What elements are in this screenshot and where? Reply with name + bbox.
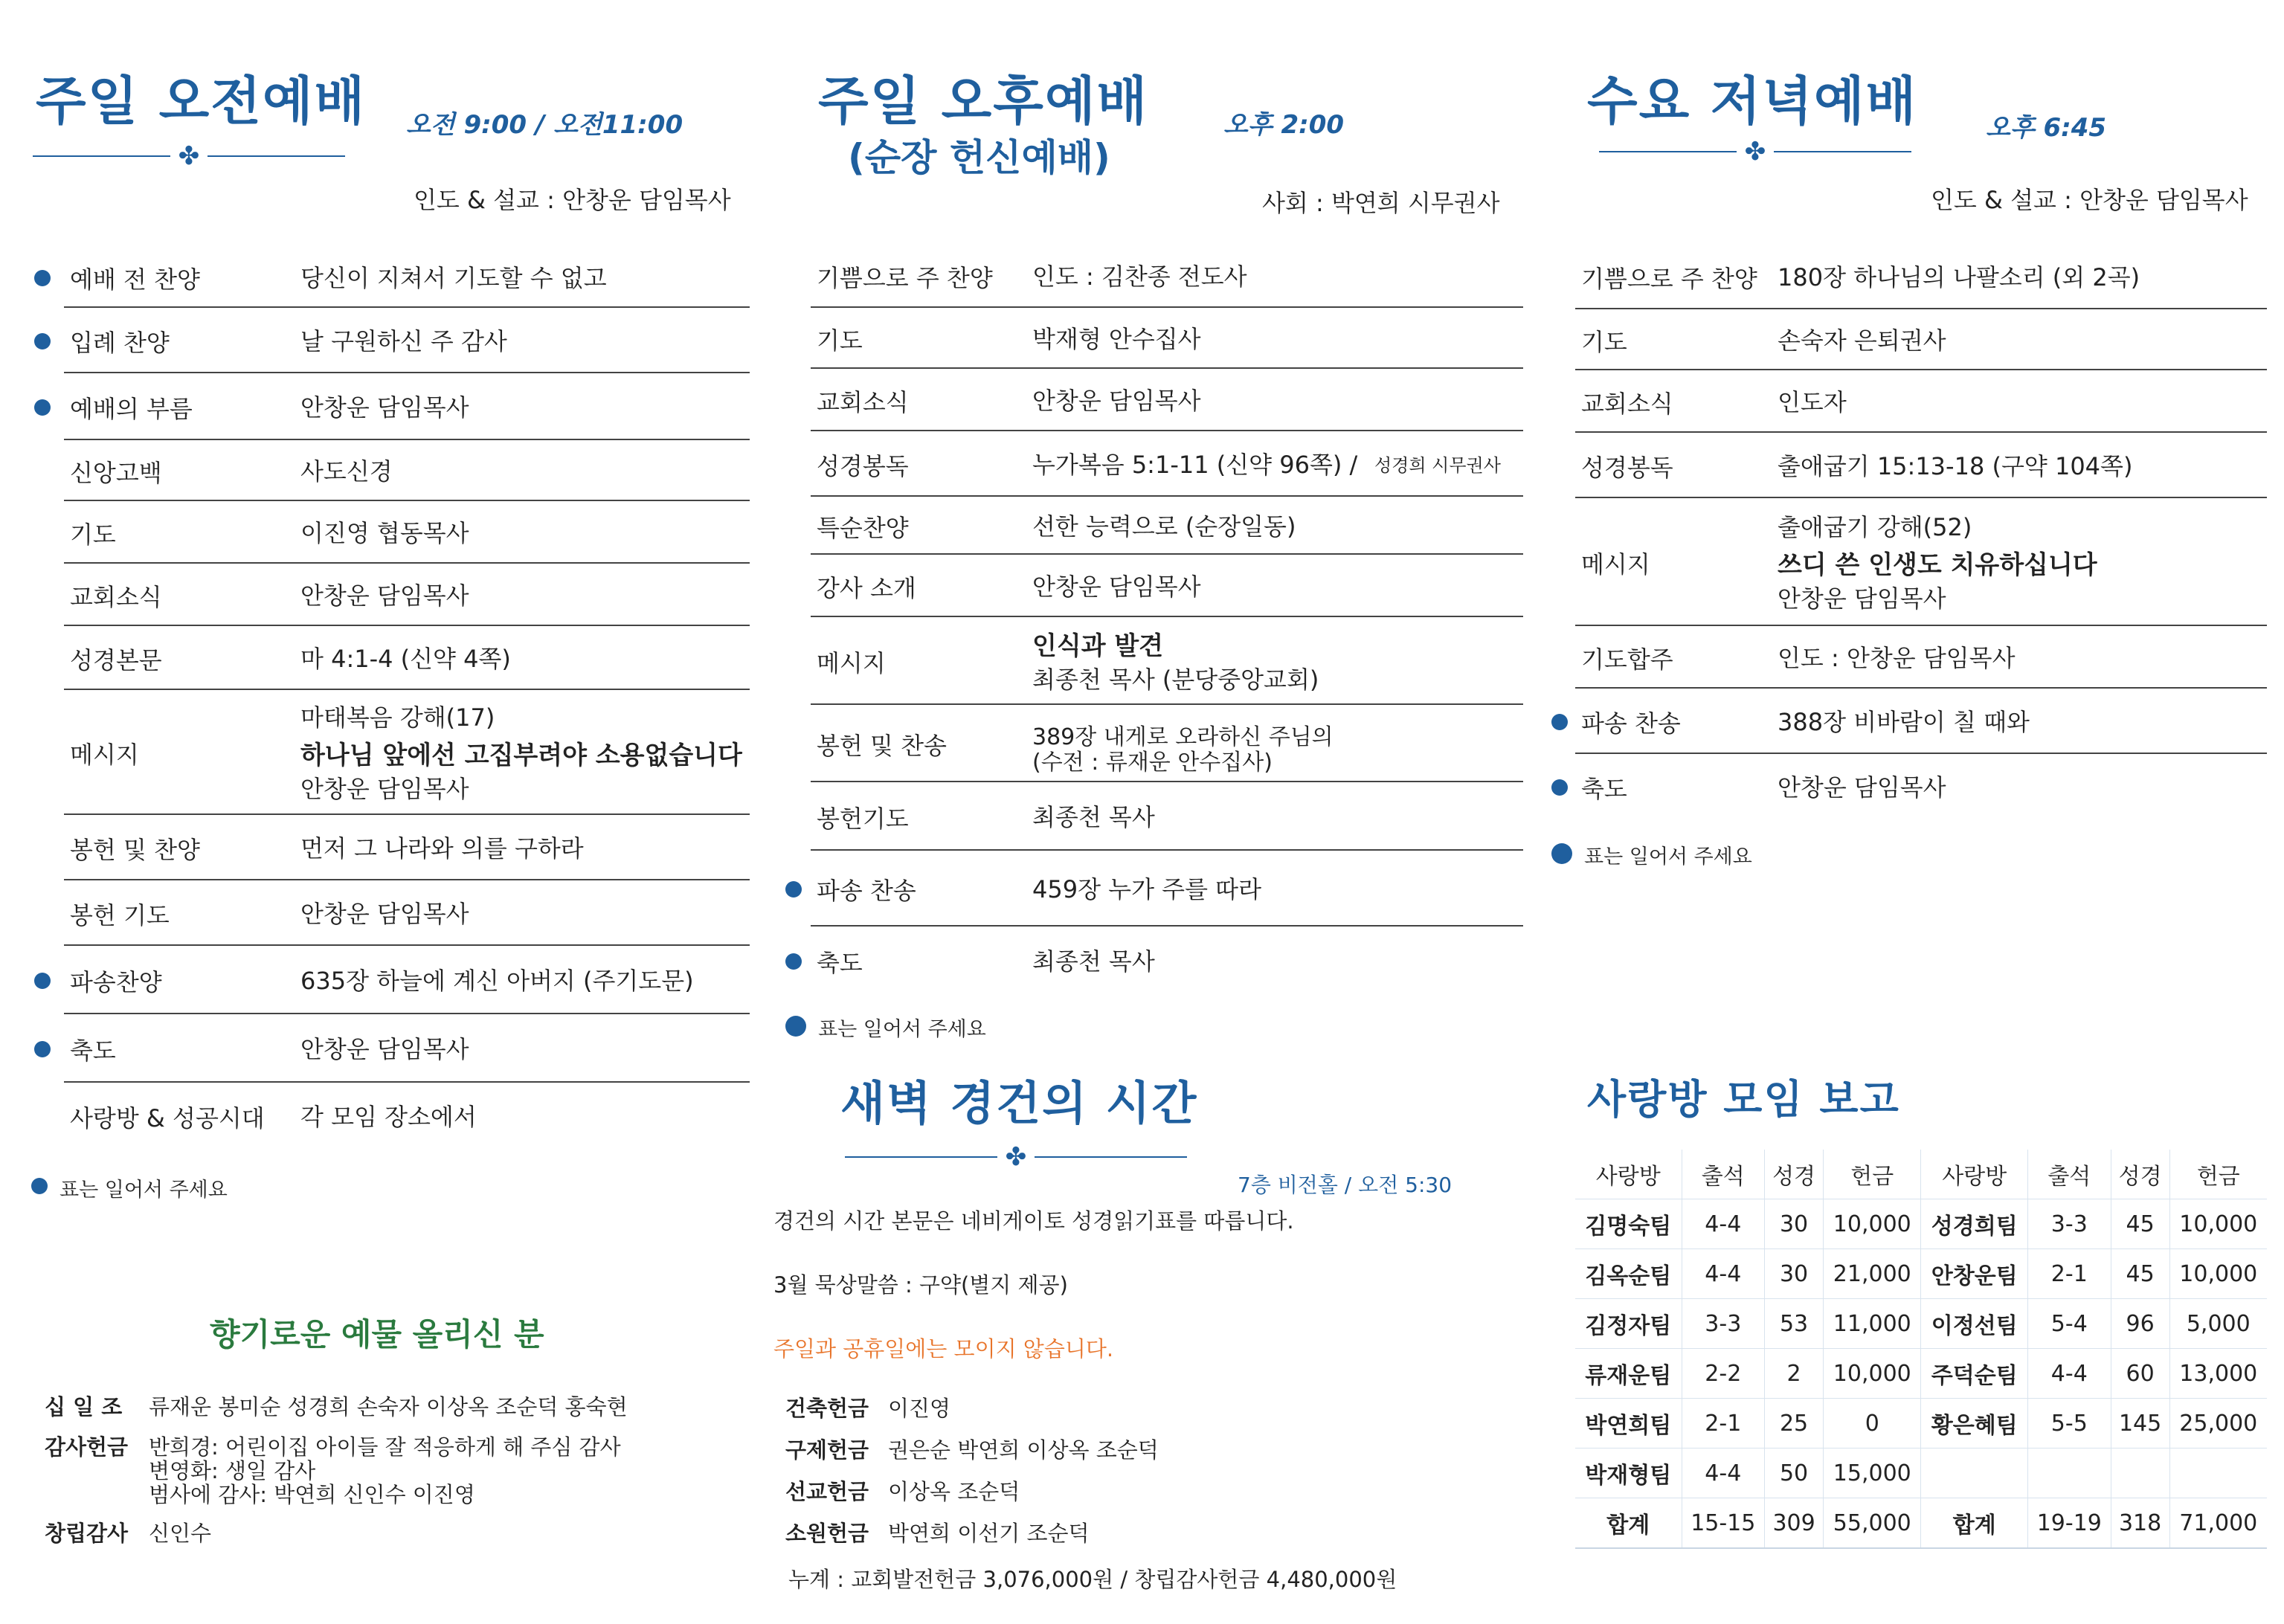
special-building-value: 이진영 bbox=[888, 1396, 951, 1421]
offering-tithe-value: 류재운 봉미순 성경희 손숙자 이상옥 조순덕 홍숙현 bbox=[149, 1394, 628, 1420]
report-cell: 4-4 bbox=[1682, 1199, 1765, 1249]
order-label: 강사 소개 bbox=[817, 574, 916, 602]
order-row bbox=[811, 849, 1523, 927]
order-value: 안창운 담임목사 bbox=[300, 393, 469, 422]
order-label: 메시지 bbox=[70, 741, 139, 769]
order-value: 각 모임 장소에서 bbox=[300, 1103, 477, 1131]
special-wish-value: 박연희 이선기 조순덕 bbox=[888, 1521, 1090, 1546]
order-row bbox=[1575, 369, 2267, 433]
report-title: 사랑방 모임 보고 bbox=[1587, 1076, 1900, 1123]
table-row bbox=[1575, 1449, 2267, 1498]
order-value: 인도 : 안창운 담임목사 bbox=[1778, 644, 2016, 672]
order-label: 축도 bbox=[1581, 775, 1627, 803]
morning-title: 주일 오전예배 bbox=[36, 71, 367, 132]
report-cell: 45 bbox=[2111, 1249, 2169, 1299]
report-cell: 19-19 bbox=[2028, 1498, 2111, 1549]
order-value: 안창운 담임목사 bbox=[300, 581, 469, 610]
report-cell: 15,000 bbox=[1824, 1449, 1921, 1498]
dawn-title: 새벽 경건의 시간 bbox=[840, 1076, 1198, 1130]
dawn-line-2: 3월 묵상말씀 : 구약(별지 제공) bbox=[773, 1272, 1068, 1298]
order-row bbox=[64, 944, 750, 1014]
order-value: 하나님 앞에선 고집부려야 소용없습니다 bbox=[300, 741, 742, 770]
report-header-cell: 사랑방 bbox=[1575, 1150, 1682, 1199]
order-label: 예배의 부름 bbox=[70, 395, 193, 423]
report-cell: 30 bbox=[1765, 1249, 1824, 1299]
afternoon-leader: 사회 : 박연희 시무권사 bbox=[1262, 189, 1500, 217]
dot-icon bbox=[31, 1178, 48, 1194]
order-label: 기도합주 bbox=[1581, 645, 1673, 674]
report-cell: 11,000 bbox=[1824, 1299, 1921, 1349]
order-value: 박재형 안수집사 bbox=[1032, 325, 1201, 353]
order-value: 손숙자 은퇴권사 bbox=[1778, 326, 1946, 355]
order-label: 성경봉독 bbox=[817, 452, 909, 480]
order-value: 날 구원하신 주 감사 bbox=[300, 327, 507, 355]
dot-icon bbox=[785, 881, 802, 898]
order-value: 459장 누가 주를 따라 bbox=[1032, 875, 1261, 903]
afternoon-time: 오후 2:00 bbox=[1223, 110, 1345, 140]
special-mission-label: 선교헌금 bbox=[785, 1479, 869, 1504]
order-value: 출애굽기 강해(52) bbox=[1778, 513, 1972, 541]
report-cell: 5-4 bbox=[2028, 1299, 2111, 1349]
report-cell: 0 bbox=[1824, 1399, 1921, 1449]
report-cell: 3-3 bbox=[2028, 1199, 2111, 1249]
order-value: 최종천 목사 (분당중앙교회) bbox=[1032, 666, 1319, 694]
order-row bbox=[1575, 308, 2267, 370]
report-cell: 류재운팀 bbox=[1575, 1349, 1682, 1399]
order-label: 신앙고백 bbox=[70, 459, 162, 487]
table-row bbox=[1575, 1498, 2267, 1549]
order-value: 인도자 bbox=[1778, 388, 1847, 416]
clover-icon: ✤ bbox=[1744, 137, 1766, 167]
table-row bbox=[1575, 1399, 2267, 1449]
special-building-label: 건축헌금 bbox=[785, 1396, 869, 1421]
report-cell: 2-2 bbox=[1682, 1349, 1765, 1399]
order-value: 출애굽기 15:13-18 (구약 104쪽) bbox=[1778, 452, 2133, 480]
wednesday-title: 수요 저녁예배 bbox=[1587, 71, 1918, 132]
order-value-small: 성경희 시무권사 bbox=[1374, 455, 1501, 476]
offering-thanks-value: 반희경: 어린이집 아이들 잘 적응하게 해 주심 감사 bbox=[149, 1434, 621, 1460]
report-cell: 박연희팀 bbox=[1575, 1399, 1682, 1449]
clover-icon: ✤ bbox=[1005, 1142, 1027, 1172]
afternoon-title: 주일 오후예배 bbox=[818, 71, 1149, 132]
order-label: 기쁨으로 주 찬양 bbox=[817, 264, 993, 292]
table-row bbox=[1575, 1299, 2267, 1349]
report-cell: 4-4 bbox=[2028, 1349, 2111, 1399]
order-value: 인도 : 김찬종 전도사 bbox=[1032, 262, 1247, 291]
order-value: 당신이 지쳐서 기도할 수 없고 bbox=[300, 264, 607, 292]
dot-icon bbox=[1551, 714, 1568, 730]
dot-icon bbox=[785, 1016, 806, 1037]
order-label: 파송찬양 bbox=[70, 968, 162, 996]
order-row bbox=[811, 553, 1523, 617]
report-cell: 4-4 bbox=[1682, 1449, 1765, 1498]
offering-tithe-label: 십 일 조 bbox=[45, 1394, 123, 1420]
report-cell bbox=[2169, 1449, 2267, 1498]
report-cell: 50 bbox=[1765, 1449, 1824, 1498]
order-row bbox=[64, 245, 750, 308]
report-header-cell: 헌금 bbox=[1824, 1150, 1921, 1199]
order-value: 안창운 담임목사 bbox=[300, 900, 469, 928]
order-value: 누가복음 5:1-11 (신약 96쪽) / bbox=[1032, 451, 1358, 479]
order-value: 마태복음 강해(17) bbox=[300, 703, 495, 732]
report-cell bbox=[1921, 1449, 2028, 1498]
offering-thanks-label: 감사헌금 bbox=[45, 1434, 129, 1460]
report-cell: 4-4 bbox=[1682, 1249, 1765, 1299]
report-cell: 김명숙팀 bbox=[1575, 1199, 1682, 1249]
report-header-cell: 출석 bbox=[1682, 1150, 1765, 1199]
order-label: 기쁨으로 주 찬양 bbox=[1581, 265, 1757, 293]
report-cell: 주덕순팀 bbox=[1921, 1349, 2028, 1399]
order-label: 기도 bbox=[1581, 328, 1627, 356]
report-cell: 합계 bbox=[1575, 1498, 1682, 1549]
dawn-ornament bbox=[845, 1142, 1187, 1172]
report-header-cell: 성경 bbox=[1765, 1150, 1824, 1199]
order-value: 쓰디 쓴 인생도 치유하십니다 bbox=[1778, 550, 2097, 580]
order-row bbox=[811, 495, 1523, 555]
order-row bbox=[1575, 687, 2267, 754]
report-cell: 45 bbox=[2111, 1199, 2169, 1249]
dot-icon bbox=[1551, 843, 1572, 864]
order-value: 388장 비바람이 칠 때와 bbox=[1778, 708, 2030, 736]
order-row bbox=[64, 372, 750, 440]
report-cell: 71,000 bbox=[2169, 1498, 2267, 1549]
dot-icon bbox=[1551, 779, 1568, 796]
report-cell: 합계 bbox=[1921, 1498, 2028, 1549]
report-cell: 25,000 bbox=[2169, 1399, 2267, 1449]
order-label: 사랑방 & 성공시대 bbox=[70, 1104, 265, 1132]
afternoon-subtitle: (순장 헌신예배) bbox=[848, 136, 1110, 179]
order-value: 사도신경 bbox=[300, 457, 393, 486]
order-row bbox=[811, 242, 1523, 308]
offering-thanks-value-3: 범사에 감사: 박연희 신인수 이진영 bbox=[149, 1482, 475, 1507]
order-label: 특순찬양 bbox=[817, 514, 909, 542]
offering-founding-label: 창립감사 bbox=[45, 1521, 129, 1546]
report-cell: 김옥순팀 bbox=[1575, 1249, 1682, 1299]
report-cell: 13,000 bbox=[2169, 1349, 2267, 1399]
order-label: 메시지 bbox=[1581, 550, 1650, 579]
report-cell: 성경희팀 bbox=[1921, 1199, 2028, 1249]
order-row bbox=[811, 430, 1523, 497]
order-row bbox=[811, 616, 1523, 705]
report-cell: 황은혜팀 bbox=[1921, 1399, 2028, 1449]
order-value: 180장 하나님의 나팔소리 (외 2곡) bbox=[1778, 263, 2140, 291]
dot-icon bbox=[34, 333, 51, 349]
wednesday-note: 표는 일어서 주세요 bbox=[1584, 845, 1752, 869]
order-value: 안창운 담임목사 bbox=[1032, 387, 1201, 415]
dot-icon bbox=[34, 270, 51, 286]
report-cell: 3-3 bbox=[1682, 1299, 1765, 1349]
order-label: 성경봉독 bbox=[1581, 454, 1673, 482]
table-row bbox=[1575, 1349, 2267, 1399]
offering-thanks-value-2: 변영화: 생일 감사 bbox=[149, 1458, 316, 1483]
order-value: 먼저 그 나라와 의를 구하라 bbox=[300, 834, 584, 863]
order-row bbox=[64, 689, 750, 815]
order-value: 선한 능력으로 (순장일동) bbox=[1032, 512, 1296, 541]
offerings-title: 향기로운 예물 올리신 분 bbox=[210, 1316, 544, 1353]
order-value: 이진영 협동목사 bbox=[300, 519, 469, 547]
order-value: 안창운 담임목사 bbox=[1778, 773, 1946, 802]
clover-icon: ✤ bbox=[178, 141, 200, 171]
order-label: 교회소식 bbox=[70, 583, 162, 611]
order-label: 교회소식 bbox=[817, 388, 909, 416]
order-value: 안창운 담임목사 bbox=[300, 775, 469, 803]
order-label: 기도 bbox=[70, 521, 116, 549]
order-label: 봉헌기도 bbox=[817, 805, 909, 833]
dawn-line-3: 주일과 공휴일에는 모이지 않습니다. bbox=[773, 1336, 1114, 1362]
special-wish-label: 소원헌금 bbox=[785, 1521, 869, 1546]
report-cell: 96 bbox=[2111, 1299, 2169, 1349]
wednesday-leader: 인도 & 설교 : 안창운 담임목사 bbox=[1931, 186, 2248, 214]
report-cell: 309 bbox=[1765, 1498, 1824, 1549]
order-label: 교회소식 bbox=[1581, 390, 1673, 418]
report-cell: 이정선팀 bbox=[1921, 1299, 2028, 1349]
dawn-line-1: 경건의 시간 본문은 네비게이토 성경읽기표를 따릅니다. bbox=[773, 1208, 1294, 1234]
report-cell: 318 bbox=[2111, 1498, 2169, 1549]
report-cell: 55,000 bbox=[1824, 1498, 1921, 1549]
offering-total: 누계 : 교회발전헌금 3,076,000원 / 창립감사헌금 4,480,000원 bbox=[788, 1567, 1397, 1592]
report-cell: 30 bbox=[1765, 1199, 1824, 1249]
report-header-cell: 출석 bbox=[2028, 1150, 2111, 1199]
report-cell: 10,000 bbox=[2169, 1199, 2267, 1249]
order-row bbox=[64, 500, 750, 564]
order-row bbox=[811, 367, 1523, 431]
dot-icon bbox=[34, 973, 51, 989]
report-cell: 145 bbox=[2111, 1399, 2169, 1449]
order-row bbox=[1575, 242, 2267, 309]
order-label: 예배 전 찬양 bbox=[70, 265, 200, 294]
order-row bbox=[64, 562, 750, 626]
report-cell: 10,000 bbox=[1824, 1199, 1921, 1249]
report-cell bbox=[2111, 1449, 2169, 1498]
special-mission-value: 이상옥 조순덕 bbox=[888, 1479, 1020, 1504]
order-label: 봉헌 기도 bbox=[70, 901, 170, 929]
order-row bbox=[811, 781, 1523, 851]
dot-icon bbox=[34, 1041, 51, 1057]
order-row bbox=[64, 1013, 750, 1083]
dawn-time: 7층 비전홀 / 오전 5:30 bbox=[1238, 1173, 1453, 1197]
report-cell: 김정자팀 bbox=[1575, 1299, 1682, 1349]
table-row bbox=[1575, 1199, 2267, 1249]
order-label: 축도 bbox=[70, 1037, 116, 1065]
order-label: 입례 찬양 bbox=[70, 329, 170, 357]
order-label: 봉헌 및 찬송 bbox=[817, 732, 947, 760]
order-label: 메시지 bbox=[817, 649, 886, 677]
order-row bbox=[64, 813, 750, 880]
order-value: 안창운 담임목사 bbox=[300, 1035, 469, 1063]
report-header-cell: 성경 bbox=[2111, 1150, 2169, 1199]
order-row bbox=[811, 925, 1523, 993]
order-value: (수전 : 류재운 안수집사) bbox=[1032, 750, 1273, 776]
order-row bbox=[1575, 497, 2267, 626]
report-cell bbox=[2028, 1449, 2111, 1498]
order-row bbox=[64, 879, 750, 946]
morning-leader: 인도 & 설교 : 안창운 담임목사 bbox=[414, 186, 731, 214]
report-cell: 5-5 bbox=[2028, 1399, 2111, 1449]
report-cell: 2 bbox=[1765, 1349, 1824, 1399]
report-header-cell: 사랑방 bbox=[1921, 1150, 2028, 1199]
report-table bbox=[1575, 1150, 2267, 1549]
order-row bbox=[64, 439, 750, 501]
report-cell: 60 bbox=[2111, 1349, 2169, 1399]
order-label: 축도 bbox=[817, 949, 863, 977]
morning-ornament bbox=[33, 141, 345, 171]
wednesday-ornament bbox=[1599, 137, 1911, 167]
order-label: 파송 찬송 bbox=[1581, 709, 1681, 738]
order-row bbox=[64, 1081, 750, 1148]
offering-founding-value: 신인수 bbox=[149, 1521, 212, 1546]
order-row bbox=[1575, 753, 2267, 818]
order-row bbox=[64, 306, 750, 373]
report-cell: 25 bbox=[1765, 1399, 1824, 1449]
order-value: 최종천 목사 bbox=[1032, 947, 1155, 976]
order-value: 안창운 담임목사 bbox=[1032, 573, 1201, 601]
report-cell: 53 bbox=[1765, 1299, 1824, 1349]
special-relief-value: 권은순 박연희 이상옥 조순덕 bbox=[888, 1437, 1159, 1463]
special-relief-label: 구제헌금 bbox=[785, 1437, 869, 1463]
report-cell: 2-1 bbox=[1682, 1399, 1765, 1449]
order-row bbox=[811, 703, 1523, 782]
report-header-cell: 헌금 bbox=[2169, 1150, 2267, 1199]
order-value: 389장 내게로 오라하신 주님의 bbox=[1032, 724, 1334, 750]
report-cell: 21,000 bbox=[1824, 1249, 1921, 1299]
order-label: 성경본문 bbox=[70, 646, 162, 674]
order-value: 안창운 담임목사 bbox=[1778, 584, 1946, 613]
dot-icon bbox=[785, 953, 802, 970]
order-value: 인식과 발견 bbox=[1032, 631, 1164, 661]
wednesday-time: 오후 6:45 bbox=[1986, 113, 2107, 143]
order-row bbox=[1575, 625, 2267, 689]
report-cell: 5,000 bbox=[2169, 1299, 2267, 1349]
order-label: 기도 bbox=[817, 326, 863, 355]
table-row bbox=[1575, 1249, 2267, 1299]
dot-icon bbox=[34, 399, 51, 416]
order-value: 최종천 목사 bbox=[1032, 803, 1155, 831]
report-cell: 10,000 bbox=[2169, 1249, 2267, 1299]
order-row bbox=[1575, 431, 2267, 498]
report-cell: 박재형팀 bbox=[1575, 1449, 1682, 1498]
order-row bbox=[64, 625, 750, 690]
morning-note: 표는 일어서 주세요 bbox=[59, 1179, 228, 1202]
order-label: 파송 찬송 bbox=[817, 877, 916, 905]
order-value: 635장 하늘에 계신 아버지 (주기도문) bbox=[300, 967, 694, 995]
afternoon-note: 표는 일어서 주세요 bbox=[818, 1018, 986, 1041]
order-label: 봉헌 및 찬양 bbox=[70, 836, 200, 864]
order-row bbox=[811, 306, 1523, 369]
report-cell: 15-15 bbox=[1682, 1498, 1765, 1549]
order-value: 마 4:1-4 (신약 4쪽) bbox=[300, 645, 511, 673]
report-cell: 2-1 bbox=[2028, 1249, 2111, 1299]
morning-time: 오전 9:00 / 오전11:00 bbox=[406, 110, 683, 140]
report-cell: 10,000 bbox=[1824, 1349, 1921, 1399]
report-cell: 안창운팀 bbox=[1921, 1249, 2028, 1299]
